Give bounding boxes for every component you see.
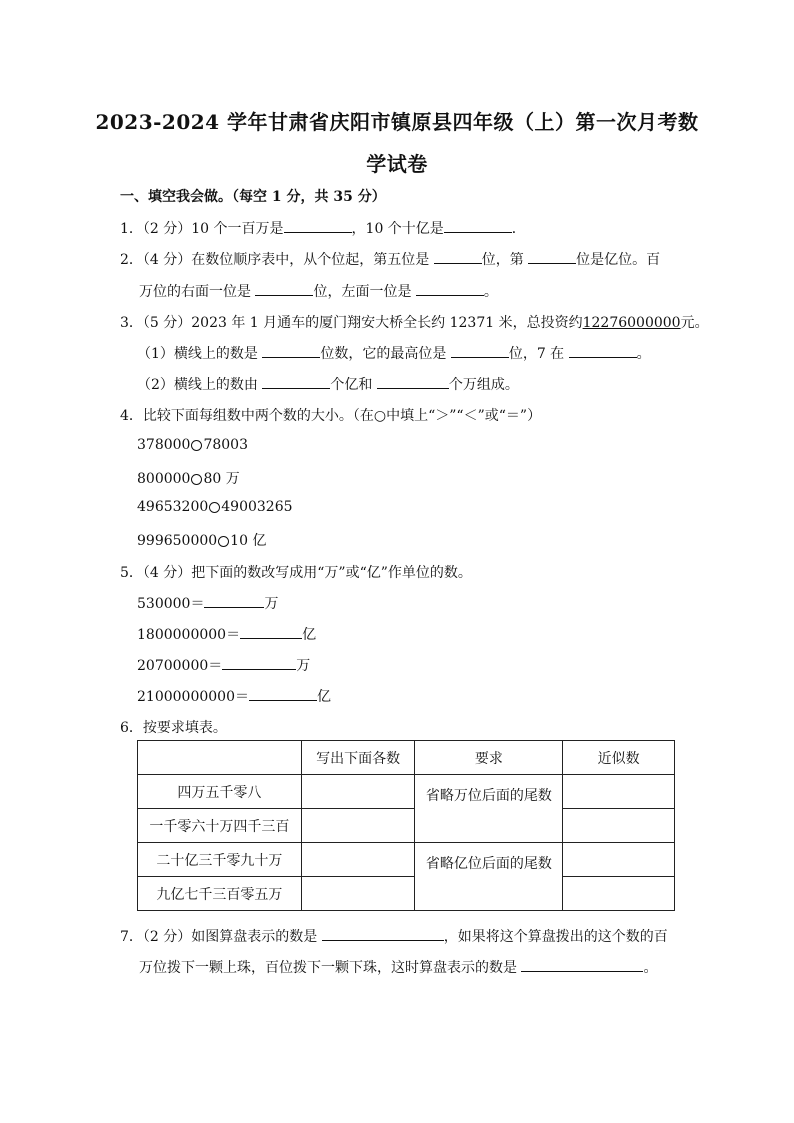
q7-text-b: ，如果将这个算盘拨出的这个数的百 xyxy=(443,929,668,945)
fill-table xyxy=(137,740,675,911)
compare-right: 49003265 xyxy=(221,499,293,515)
table-row xyxy=(138,775,675,809)
rewrite-blank[interactable] xyxy=(240,624,302,639)
q3-blank-3[interactable] xyxy=(569,343,637,358)
compare-left: 800000 xyxy=(137,471,191,487)
rewrite-unit: 亿 xyxy=(316,689,331,705)
q3-p2-text-c: 个万组成。 xyxy=(448,377,519,393)
compare-right: 80 万 xyxy=(203,471,240,487)
table-header-cell: 要求 xyxy=(415,741,563,775)
compare-left: 999650000 xyxy=(137,533,218,549)
question-2-line1 xyxy=(120,249,660,269)
question-1 xyxy=(120,218,526,238)
q3-p1-text-b: 位数，它的最高位是 xyxy=(320,346,447,362)
section-heading: 一、填空我会做。（每空 1 分，共 35 分） xyxy=(120,189,386,205)
table-cell-approx[interactable] xyxy=(563,843,675,877)
table-cell-words: 九亿七千三百零五万 xyxy=(138,877,302,911)
rewrite-item xyxy=(137,686,331,706)
q3-p2-text-a: （2）横线上的数由 xyxy=(137,377,258,393)
rewrite-left: 530000＝ xyxy=(137,596,205,612)
q2-blank-2[interactable] xyxy=(528,249,576,264)
q7-blank-1[interactable] xyxy=(322,926,444,941)
table-cell-answer[interactable] xyxy=(301,877,415,911)
q3-blank-5[interactable] xyxy=(377,374,449,389)
table-cell-answer[interactable] xyxy=(301,843,415,877)
table-cell-approx[interactable] xyxy=(563,809,675,843)
q2-text-d: 万位的右面一位是 xyxy=(139,284,251,300)
compare-item xyxy=(137,530,266,550)
q2-blank-3[interactable] xyxy=(255,281,313,296)
q7-text-a: 7．（2 分）如图算盘表示的数是 xyxy=(120,929,318,945)
question-2-line2 xyxy=(139,281,498,301)
table-cell-words: 一千零六十万四千三百 xyxy=(138,809,302,843)
rewrite-unit: 万 xyxy=(264,596,279,612)
rewrite-unit: 万 xyxy=(296,658,311,674)
q2-text-b: 位，第 xyxy=(481,252,524,268)
q1-text-a: 1．（2 分）10 个一百万是 xyxy=(120,221,284,237)
question-5-stem: 5．（4 分）把下面的数改写成用“万”或“亿”作单位的数。 xyxy=(120,565,472,581)
q3-blank-1[interactable] xyxy=(262,343,320,358)
q3-p1-text-a: （1）横线上的数是 xyxy=(137,346,258,362)
table-cell-answer[interactable] xyxy=(301,775,415,809)
q3-text-a: 3．（5 分）2023 年 1 月通车的厦门翔安大桥全长约 12371 米，总投资约 xyxy=(120,315,583,331)
q3-p2-text-b: 个亿和 xyxy=(330,377,373,393)
exam-title-line1: 2023-2024 学年甘肃省庆阳市镇原县四年级（上）第一次月考数 xyxy=(95,110,699,134)
q3-p1-text-c: 位，7 在 xyxy=(508,346,565,362)
q7-blank-2[interactable] xyxy=(521,957,643,972)
rewrite-item xyxy=(137,655,310,675)
q2-blank-4[interactable] xyxy=(416,281,484,296)
compare-item xyxy=(137,468,240,488)
table-cell-requirement: 省略万位后面的尾数 xyxy=(415,775,563,843)
rewrite-blank[interactable] xyxy=(222,655,296,670)
q7-text-c: 万位拨下一颗上珠，百位拨下一颗下珠，这时算盘表示的数是 xyxy=(139,960,517,976)
question-7-line2 xyxy=(139,957,657,977)
table-cell-words: 四万五千零八 xyxy=(138,775,302,809)
question-3 xyxy=(120,312,709,332)
table-row xyxy=(138,877,675,911)
table-header-row xyxy=(138,741,675,775)
compare-right: 78003 xyxy=(203,437,248,453)
exam-title-line2: 学试卷 xyxy=(366,152,428,176)
table-cell-words: 二十亿三千零九十万 xyxy=(138,843,302,877)
compare-circle[interactable] xyxy=(209,502,220,513)
table-header-cell: 近似数 xyxy=(563,741,675,775)
q1-text-b: ，10 个十亿是 xyxy=(351,221,444,237)
rewrite-item xyxy=(137,624,316,644)
rewrite-item xyxy=(137,593,278,613)
question-7-line1 xyxy=(120,926,668,946)
table-row xyxy=(138,809,675,843)
q1-blank-1[interactable] xyxy=(284,218,352,233)
q2-text-e: 位，左面一位是 xyxy=(313,284,412,300)
table-header-cell xyxy=(138,741,302,775)
q1-text-c: ． xyxy=(511,221,526,237)
compare-item xyxy=(137,437,248,453)
q2-blank-1[interactable] xyxy=(434,249,482,264)
rewrite-blank[interactable] xyxy=(249,686,317,701)
table-cell-requirement: 省略亿位后面的尾数 xyxy=(415,843,563,911)
rewrite-left: 21000000000＝ xyxy=(137,689,249,705)
q1-blank-2[interactable] xyxy=(444,218,512,233)
compare-left: 49653200 xyxy=(137,499,209,515)
q3-p1-text-d: 。 xyxy=(636,346,651,362)
rewrite-left: 20700000＝ xyxy=(137,658,223,674)
compare-circle[interactable] xyxy=(218,536,229,547)
rewrite-unit: 亿 xyxy=(302,627,317,643)
q3-underlined-number: 12276000000 xyxy=(582,315,681,331)
rewrite-blank[interactable] xyxy=(204,593,264,608)
rewrite-left: 1800000000＝ xyxy=(137,627,241,643)
question-4-stem: 4．比较下面每组数中两个数的大小。（在○中填上“＞”“＜”或“＝”） xyxy=(120,408,542,424)
q3-text-b: 元。 xyxy=(680,315,709,331)
q7-text-d: 。 xyxy=(643,960,658,976)
table-cell-approx[interactable] xyxy=(563,775,675,809)
q3-blank-2[interactable] xyxy=(451,343,509,358)
question-3-part1 xyxy=(137,343,651,363)
compare-right: 10 亿 xyxy=(230,533,267,549)
compare-circle[interactable] xyxy=(191,474,202,485)
table-row xyxy=(138,843,675,877)
q3-blank-4[interactable] xyxy=(262,374,330,389)
q2-text-a: 2．（4 分）在数位顺序表中，从个位起，第五位是 xyxy=(120,252,430,268)
table-header-cell: 写出下面各数 xyxy=(301,741,415,775)
q2-text-c: 位是亿位。百 xyxy=(576,252,661,268)
q2-text-f: 。 xyxy=(483,284,498,300)
question-6-stem: 6．按要求填表。 xyxy=(120,720,227,736)
compare-item xyxy=(137,499,293,515)
compare-circle[interactable] xyxy=(191,440,202,451)
table-cell-answer[interactable] xyxy=(301,809,415,843)
table-cell-approx[interactable] xyxy=(563,877,675,911)
question-3-part2 xyxy=(137,374,519,394)
compare-left: 378000 xyxy=(137,437,191,453)
